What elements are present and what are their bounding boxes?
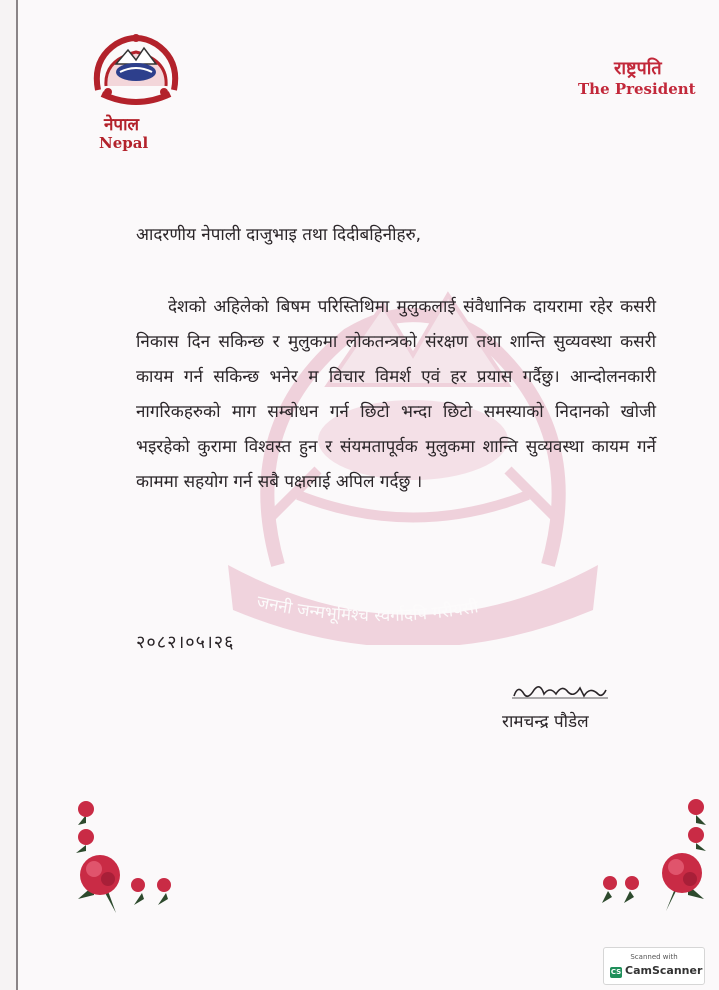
camscanner-logo-icon: CS [610,968,622,976]
letter-page [16,0,719,990]
president-english-title: The President [578,80,696,98]
rhododendron-left-icon [64,795,184,925]
nepal-english-label: Nepal [99,134,149,152]
letter-salutation: आदरणीय नेपाली दाजुभाइ तथा दिदीबहिनीहरु, [136,225,422,245]
signer-name: रामचन्द्र पौडेल [502,712,589,732]
handwritten-signature [510,680,610,704]
camscanner-name: CamScanner [625,964,703,977]
president-devanagari-title: राष्ट्रपति [614,58,662,79]
letter-body: देशको अहिलेको बिषम परिस्तिथिमा मुलुकलाई संवैधानिक दायरामा रहेर कसरी निकास दिन सकिन्छ र मुलुकमा लोकतन्त्रको संरक्षण तथा शान्ति सुव्यवस्था कसरी कायम गर्न सकिन्छ भनेर म विचार विमर्श एवं हर प्रयास गर्दैछु। आन्दोलनकारी नागरिकहरुको माग सम्बोधन गर्न छिटो भन्दा छिटो समस्याको निदानको खोजी भइरहेको कुरामा विश्वस्त हुन र संयमतापूर्वक मुलुकमा शान्ति सुव्यवस्था कायम गर्ने काममा सहयोग गर्न सबै पक्षलाई अपिल गर्दछु । [136,297,656,492]
letter-date: २०८२।०५।२६ [136,632,235,653]
camscanner-badge [603,947,705,985]
scanned-with-label: Scanned with [630,953,678,961]
rhododendron-right-icon [598,795,718,925]
watermark-motto: जननी जन्मभूमिश्च स्वर्गादपि गरीयसी [254,592,480,627]
nepal-emblem-icon [88,30,184,114]
nepal-devanagari-label: नेपाल [104,115,140,135]
